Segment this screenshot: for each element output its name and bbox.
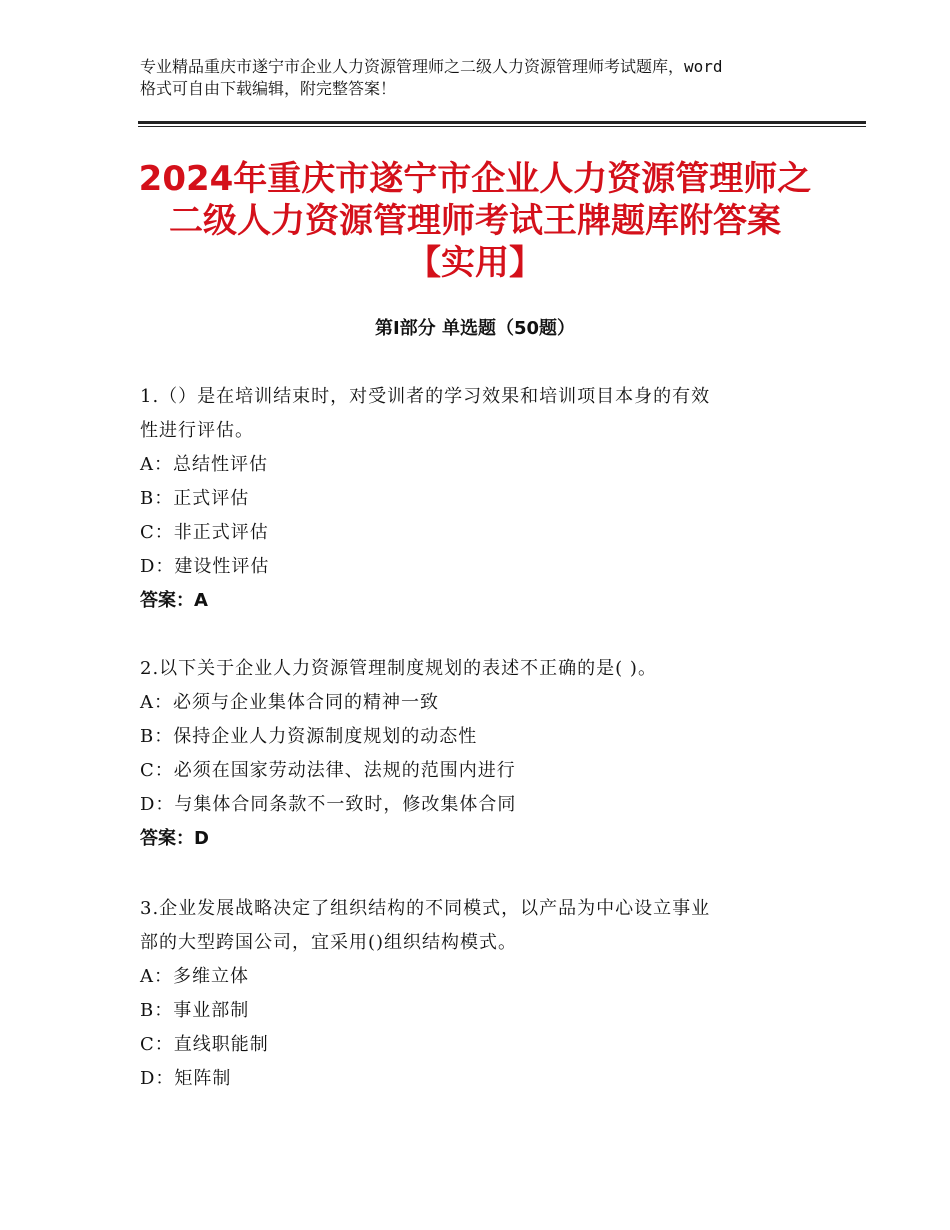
header-note-line: 格式可自由下载编辑，附完整答案！ [140, 79, 397, 98]
option-a: A：必须与企业集体合同的精神一致 [140, 692, 439, 713]
question-stem [140, 892, 820, 960]
question-3 [140, 892, 820, 1096]
option-c: C：非正式评估 [140, 522, 269, 543]
header-note-line: 专业精品重庆市遂宁市企业人力资源管理师之二级人力资源管理师考试题库，word [140, 57, 723, 76]
section-heading: 第Ⅰ部分 单选题（50题） [374, 318, 575, 339]
header-note [140, 56, 830, 100]
option-c: C：必须在国家劳动法律、法规的范围内进行 [140, 760, 516, 781]
title-line: 【实用】 [407, 243, 543, 283]
question-stem-line: 性进行评估。 [140, 420, 254, 441]
header-divider-thick [138, 121, 866, 124]
question-stem-line: 3.企业发展战略决定了组织结构的不同模式，以产品为中心设立事业 [140, 898, 711, 919]
question-stem-line: 部的大型跨国公司，宜采用()组织结构模式。 [140, 932, 518, 953]
header-divider-thin [138, 126, 866, 127]
title-line: 二级人力资源管理师考试王牌题库附答案 [169, 201, 781, 241]
option-d: D：建设性评估 [140, 556, 270, 577]
option-d: D：与集体合同条款不一致时，修改集体合同 [140, 794, 517, 815]
option-a: A：多维立体 [140, 966, 249, 987]
answer: 答案：D [140, 828, 209, 849]
option-d: D：矩阵制 [140, 1068, 232, 1089]
question-1 [140, 380, 820, 618]
option-c: C：直线职能制 [140, 1034, 269, 1055]
question-2 [140, 652, 820, 856]
option-a: A：总结性评估 [140, 454, 268, 475]
option-b: B：保持企业人力资源制度规划的动态性 [140, 726, 478, 747]
question-stem-line: 2.以下关于企业人力资源管理制度规划的表述不正确的是( )。 [140, 658, 657, 679]
title-line: 2024年重庆市遂宁市企业人力资源管理师之 [138, 159, 812, 199]
option-b: B：事业部制 [140, 1000, 250, 1021]
option-b: B：正式评估 [140, 488, 250, 509]
question-stem-line: 1.（）是在培训结束时，对受训者的学习效果和培训项目本身的有效 [140, 386, 711, 407]
document-title [100, 158, 850, 284]
question-stem [140, 652, 820, 686]
question-stem [140, 380, 820, 448]
answer: 答案：A [140, 590, 208, 611]
